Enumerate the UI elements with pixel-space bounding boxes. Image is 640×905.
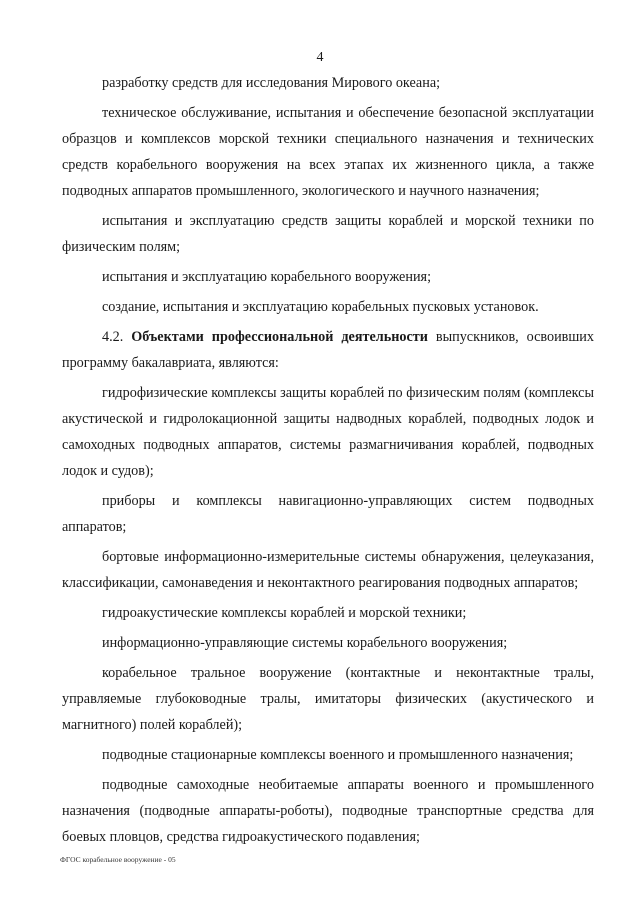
paragraph: испытания и эксплуатацию средств защиты кораблей и морской техники по физическим полям; bbox=[62, 213, 594, 255]
object-item: гидрофизические комплексы защиты кораблей по физическим полям (комплексы акустической и гидролокационной защиты надводных кораблей, подводных лодок и самоходных подводных аппаратов, системы размагничивания кораблей, подводных лодок и судов); bbox=[62, 385, 594, 479]
paragraph: техническое обслуживание, испытания и обеспечение безопасной эксплуатации образцов и комплексов морской техники специального назначения и технических средств корабельного вооружения на всех этапах их жизненного цикла, а также подводных аппаратов промышленного, экологического и научного назначения; bbox=[62, 105, 594, 199]
object-item: бортовые информационно-измерительные системы обнаружения, целеуказания, классификации, самонаведения и неконтактного реагирования подводных аппаратов; bbox=[62, 549, 594, 591]
paragraph: испытания и эксплуатацию корабельного вооружения; bbox=[102, 269, 432, 285]
section-4-2-paragraph bbox=[62, 324, 594, 376]
page-footer: ФГОС корабельное вооружение - 05 bbox=[60, 855, 176, 864]
object-item: приборы и комплексы навигационно-управляющих систем подводных аппаратов; bbox=[62, 493, 594, 535]
object-item: подводные стационарные комплексы военного и промышленного назначения; bbox=[102, 747, 574, 763]
section-rest: выпускников, освоивших программу бакалавриата, являются: bbox=[62, 329, 594, 371]
object-item: подводные самоходные необитаемые аппараты военного и промышленного назначения (подводные аппараты-роботы), подводные транспортные средства для боевых пловцов, средства гидроакустического подавления; bbox=[62, 777, 594, 845]
document-body bbox=[62, 70, 594, 854]
paragraph: создание, испытания и эксплуатацию корабельных пусковых установок. bbox=[102, 299, 539, 315]
page-number: 4 bbox=[316, 50, 324, 65]
object-item: информационно-управляющие системы корабельного вооружения; bbox=[102, 635, 508, 651]
section-number: 4.2. bbox=[102, 329, 124, 345]
object-item: гидроакустические комплексы кораблей и морской техники; bbox=[102, 605, 467, 621]
object-item: корабельное тральное вооружение (контактные и неконтактные тралы, управляемые глубоководные тралы, имитаторы физических (акустического и магнитного) полей кораблей); bbox=[62, 665, 594, 733]
paragraph: разработку средств для исследования Мирового океана; bbox=[102, 75, 441, 91]
section-bold-term: Объектами профессиональной деятельности bbox=[131, 329, 428, 345]
